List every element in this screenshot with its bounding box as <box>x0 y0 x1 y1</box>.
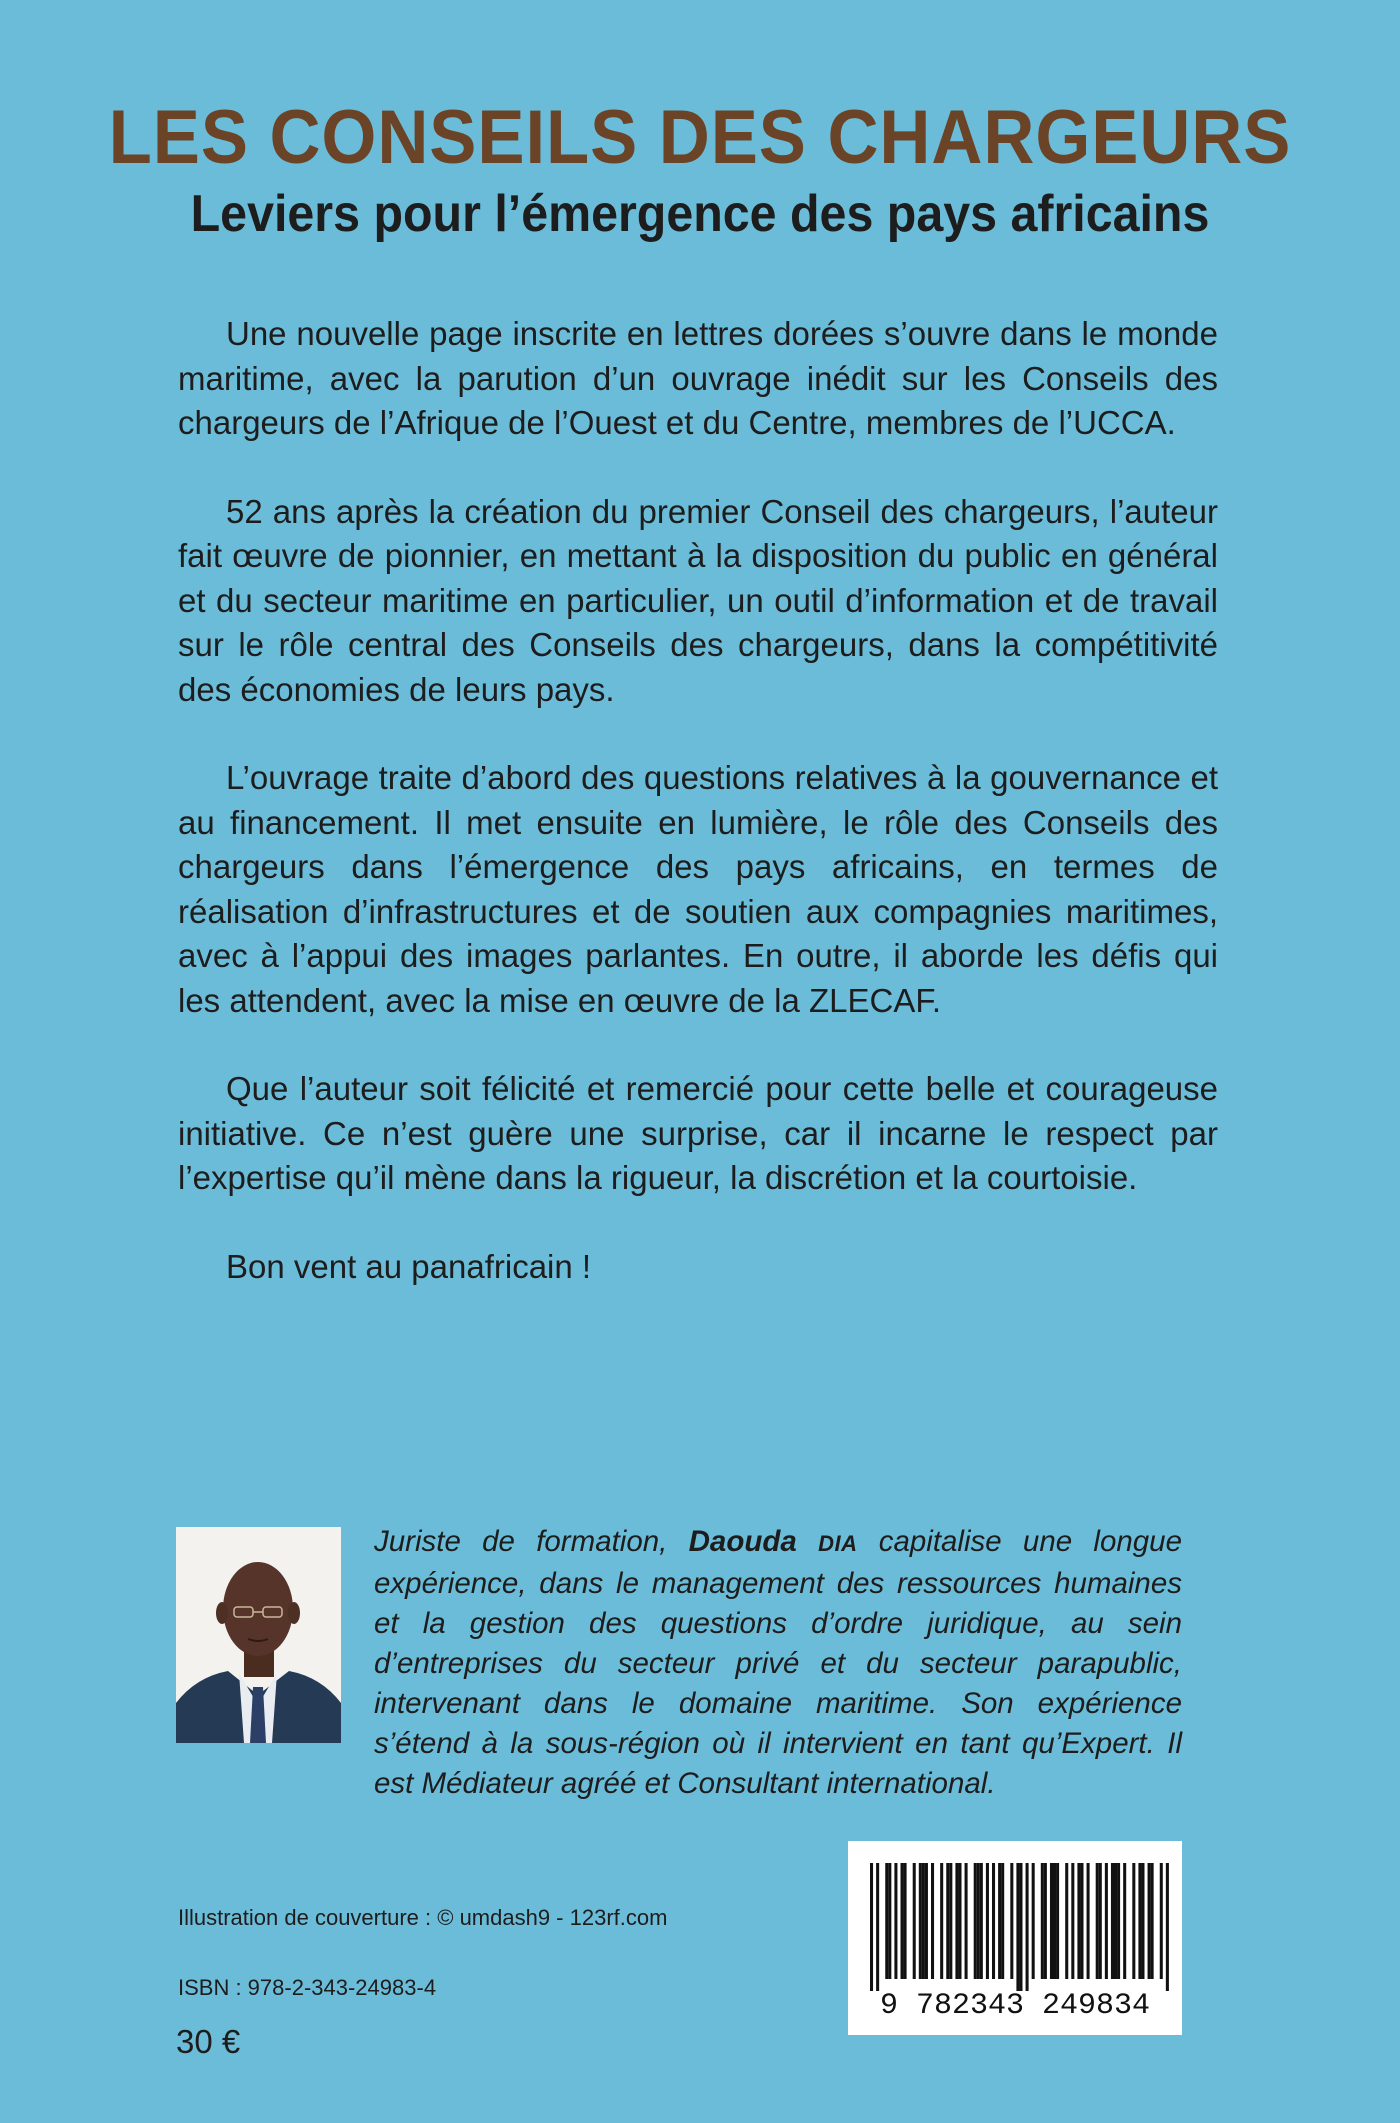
barcode-bar <box>885 1863 888 1979</box>
barcode-bar <box>986 1863 989 1979</box>
barcode-bar <box>1053 1863 1056 1979</box>
barcode-bar <box>1001 1863 1004 1979</box>
barcode-bar <box>1065 1863 1068 1979</box>
barcode-bar <box>1117 1863 1120 1979</box>
barcode-bar <box>888 1863 891 1979</box>
barcode-bar <box>949 1863 952 1979</box>
barcode-bar <box>894 1863 897 1979</box>
barcode-bar <box>1016 1863 1019 1991</box>
barcode-bar <box>931 1863 934 1979</box>
barcode-digits: 9 782343 249834 <box>879 1989 1151 2023</box>
paragraph-1: Une nouvelle page inscrite en lettres dorées s’ouvre dans le monde maritime, avec la parution d’un ouvrage inédit sur les Conseils des chargeurs de l’Afrique de l’Ouest et du Centre, membres de l’UCCA. <box>178 315 1218 441</box>
barcode-bar <box>1050 1863 1053 1979</box>
barcode-bar <box>955 1863 958 1979</box>
barcode-bar <box>1111 1863 1114 1979</box>
barcode-bar <box>1132 1863 1135 1979</box>
author-bio <box>374 1522 1182 1804</box>
barcode-bar <box>965 1863 968 1979</box>
paragraph-5: Bon vent au panafricain ! <box>226 1247 592 1285</box>
barcode-bar <box>958 1863 961 1979</box>
barcode-bar <box>1099 1863 1102 1979</box>
barcode-bar <box>1071 1863 1074 1979</box>
barcode-bar <box>1096 1863 1099 1979</box>
barcode-bar <box>980 1863 983 1979</box>
barcode-bar <box>940 1863 943 1979</box>
barcode-bar <box>992 1863 995 1979</box>
barcode-bar <box>913 1863 916 1979</box>
barcode-bar <box>946 1863 949 1979</box>
barcode-bar <box>904 1863 907 1979</box>
barcode-bar <box>1032 1863 1035 1979</box>
barcode-bars <box>870 1863 1169 1991</box>
barcode-bar <box>1087 1863 1090 1979</box>
bio-intro: Juriste de formation, <box>374 1525 689 1558</box>
book-title: LES CONSEILS DES CHARGEURS <box>108 95 1292 180</box>
barcode-bar <box>1105 1863 1108 1979</box>
barcode-bar <box>870 1863 873 1991</box>
bio-rest: capitalise une longue expérience, dans le management des ressources humaines et la gestion des questions d’ordre juridique, au sein d’entreprises du secteur privé et du secteur parapublic, intervenant dans le domaine maritime. Son expérience s’étend à la sous-région où il intervient en tant qu’Expert. Il est Médiateur agréé et Consultant international. <box>374 1525 1182 1800</box>
barcode-bar <box>922 1863 925 1979</box>
barcode-bar <box>1123 1863 1126 1979</box>
barcode-bar <box>1160 1863 1163 1979</box>
back-cover-text <box>178 312 1218 1333</box>
barcode-icon <box>848 1841 1182 2035</box>
barcode-bar <box>1151 1863 1154 1979</box>
paragraph-4: Que l’auteur soit félicité et remercié pour cette belle et courageuse initiative. Ce n’est guère une surprise, car il incarne le respect par l’expertise qu’il mène dans la rigueur, la discrétion et la courtoisie. <box>178 1070 1218 1196</box>
book-subtitle: Leviers pour l’émergence des pays africains <box>190 185 1210 243</box>
barcode-bar <box>925 1863 928 1979</box>
barcode-bar <box>1010 1863 1013 1979</box>
barcode <box>848 1841 1182 2035</box>
barcode-bar <box>1044 1863 1047 1979</box>
barcode-bar <box>1166 1863 1169 1991</box>
barcode-bar <box>1026 1863 1029 1991</box>
barcode-bar <box>1080 1863 1083 1979</box>
author-last-name: DIA <box>818 1531 858 1556</box>
author-first-name: Daouda <box>688 1525 819 1558</box>
author-photo <box>176 1527 341 1743</box>
barcode-bar <box>919 1863 922 1979</box>
paragraph-3: L’ouvrage traite d’abord des questions relatives à la gouvernance et au financement. Il met ensuite en lumière, le rôle des Conseils des chargeurs dans l’émergence des pays africains, en termes de réalisation d’infrastructures et de soutien aux compagnies maritimes, avec à l’appui des images parlantes. En outre, il aborde les défis qui les attendent, avec la mise en œuvre de la ZLECAF. <box>178 759 1218 1019</box>
barcode-bar <box>977 1863 980 1979</box>
barcode-bar <box>1114 1863 1117 1979</box>
barcode-bar <box>974 1863 977 1979</box>
barcode-bar <box>1138 1863 1141 1979</box>
cover-credit: Illustration de couverture : © umdash9 - 123rf.com <box>178 1905 668 1930</box>
barcode-bar <box>901 1863 904 1979</box>
barcode-bar <box>1041 1863 1044 1979</box>
barcode-bar <box>1056 1863 1059 1979</box>
barcode-bar <box>1019 1863 1022 1991</box>
barcode-bar <box>1141 1863 1144 1979</box>
barcode-bar <box>998 1863 1001 1979</box>
isbn: ISBN : 978-2-343-24983-4 <box>178 1975 437 2000</box>
author-portrait-icon <box>176 1527 341 1743</box>
barcode-bar <box>876 1863 879 1991</box>
price: 30 € <box>176 2023 241 2060</box>
barcode-bar <box>1148 1863 1151 1979</box>
barcode-bar <box>1077 1863 1080 1979</box>
paragraph-2: 52 ans après la création du premier Conseil des chargeurs, l’auteur fait œuvre de pionnier, en mettant à la disposition du public en général et du secteur maritime en particulier, un outil d’information et de travail sur le rôle central des Conseils des chargeurs, dans la compétitivité des économies de leurs pays. <box>178 492 1218 708</box>
